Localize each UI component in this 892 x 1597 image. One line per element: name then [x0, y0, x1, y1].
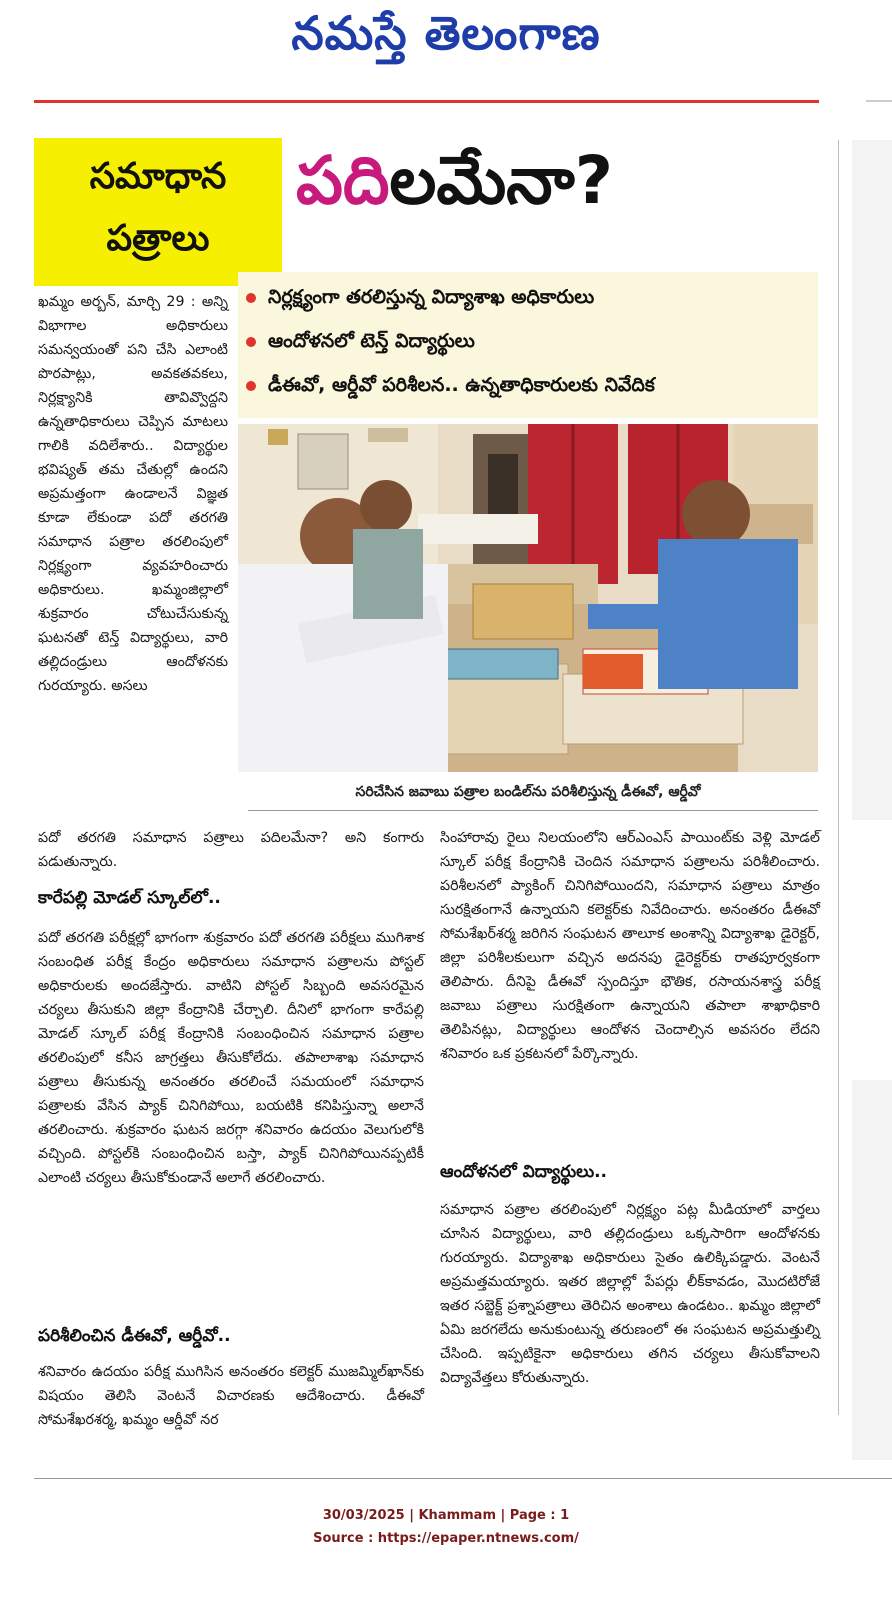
- masthead: [0, 0, 892, 100]
- footer-rule: [34, 1478, 892, 1479]
- adjacent-article-strip: [852, 140, 892, 820]
- kicker-line-2: పత్రాలు: [106, 218, 210, 259]
- lead-paragraph-top: ఖమ్మం అర్బన్‌, మార్చి 29 : అన్ని విభాగాల అధికారులు సమన్వయంతో పని చేసి ఎలాంటి పొరపాట్లు, అవకతవకలు, నిర్లక్ష్యానికి తావివ్వొద్దని ఉన్నతాధికారులు చెప్పిన మాటలు గాలికి వదిలేశారు.. విద్యార్థుల భవిష్యత్‌ తమ చేతుల్లో ఉందని అప్రమత్తంగా ఉండాలనే విజ్ఞత కూడా లేకుండా పదో తరగతి సమాధాన పత్రాల తరలింపులో నిర్లక్ష్యంగా వ్యవహరించారు అధికారులు. ఖమ్మంజిల్లాలో శుక్రవారం చోటుచేసుకున్న ఘటనతో టెన్త్‌ విద్యార్థులు, వారి తల్లిదండ్రులు ఆందోళనకు గురయ్యారు. అసలు: [38, 294, 228, 694]
- lead-paragraph-bottom: పదో తరగతి సమాధాన పత్రాలు పదిలమేనా? అని కంగారు పడుతున్నారు.: [38, 830, 424, 870]
- paragraph-inspection-continued: సింహారావు రైలు నిలయంలోని ఆర్‌ఎంఎస్‌ పాయింట్‌కు వెళ్లి మోడల్‌ స్కూల్‌ పరీక్ష కేంద్రానికి చెందిన సమాధాన పత్రాలను పరిశీలించారు. పరిశీలనలో ప్యాకింగ్‌ చినిగిపోయిందని, సమాధాన పత్రాలు మాత్రం సురక్షితంగానే ఉన్నాయని కలెక్టర్‌కు నివేదించారు. అనంతరం డీఈవో సోమశేఖర్‌శర్మ జరిగిన సంఘటన తాలూక అంశాన్ని విద్యాశాఖ డైరెక్టర్‌, జిల్లా పరిశీలకులుగా వచ్చిన అదనపు డైరెక్టర్‌కు రాతపూర్వకంగా తెలిపారు. దీనిపై డీఈవో స్పందిస్తూ భౌతిక, రసాయనశాస్త్ర పరీక్ష జవాబు పత్రాలు సురక్షితంగా ఉన్నాయని తపాలా శాఖాధికారి తెలిపినట్లు, విద్యార్థులు ఆందోళన చెందాల్సిన అవసరం లేదని శనివారం ఒక ప్రకటనలో పేర్కొన్నారు.: [440, 830, 820, 1062]
- footer-date-edition: 30/03/2025 | Khammam | Page : 1: [322, 1508, 570, 1523]
- paragraph-kareypalli: పదో తరగతి పరీక్షల్లో భాగంగా శుక్రవారం పదో తరగతి పరీక్షలు ముగిశాక సంబంధిత పరీక్ష కేంద్రం అధికారులు సమాధాన పత్రాలను పోస్టల్‌ అధికారులకు అందజేస్తారు. వాటిని పోస్టల్‌ సిబ్బంది అవసరమైన చర్యలు తీసుకుని జిల్లా కేంద్రానికి చేర్చాలి. దీనిలో భాగంగా కారేపల్లి మోడల్‌ స్కూల్‌ పరీక్ష కేంద్రానికి సంబంధించిన సమాధాన పత్రాల తరలింపులో కనీస జాగ్రత్తలు తీసుకోలేదు. తపాలాశాఖ సమాధాన పత్రాలు తీసుకున్న అనంతరం తరలించే సమయంలో సమాధాన పత్రాలకు వేసిన ప్యాక్‌ చినిగిపోయి, బయటికి కనిపిస్తున్నా అలానే తరలించారు. శుక్రవారం ఘటన జరగ్గా శనివారం ఉదయం వెలుగులోకి వచ్చింది. పోస్టల్‌కి సంబంధించిన బస్తా, ప్యాక్‌ చినిగిపోయినప్పటికీ ఎలాంటి చర్యలు తీసుకోకుండానే అలాగే తరలించారు.: [38, 930, 424, 1186]
- bullet-item: [246, 286, 594, 313]
- masthead-title: నమస్తే తెలంగాణ: [291, 6, 601, 60]
- adjacent-article-strip: [852, 1080, 892, 1460]
- bullet-text: ఆందోళనలో టెన్త్‌ విద్యార్థులు: [268, 330, 475, 352]
- subhead-kareypalli: కారేపల్లి మోడల్‌ స్కూల్‌లో..: [38, 888, 221, 908]
- adjacent-page-rule: [866, 100, 892, 102]
- news-photo: [238, 424, 818, 772]
- paragraph-students-worried: సమాధాన పత్రాల తరలింపులో నిర్లక్ష్యం పట్ల మీడియాలో వార్తలు చూసిన విద్యార్థులు, వారి తల్లిదండ్రులు ఒక్కసారిగా ఆందోళనకు గురయ్యారు. విద్యాశాఖ అధికారులు సైతం ఉలిక్కిపడ్డారు. వెంటనే అప్రమత్తమయ్యారు. ఇతర జిల్లాల్లో పేపర్లు లీక్‌కావడం, మొదటిరోజే ఇతర సబ్జెక్ట్‌ ప్రశ్నాపత్రాలు తెరిచిన అంశాలు ఉండటం.. ఖమ్మం జిల్లాలో ఏమి జరగలేదు అనుకుంటున్న తరుణంలో ఈ సంఘటన అప్రమత్తుల్ని చేసింది. ఇప్పటికైనా అధికారులు తగిన చర్యలు తీసుకోవాలని విద్యావేత్తలు కోరుతున్నారు.: [440, 1202, 820, 1386]
- bullet-dot-icon: [246, 337, 256, 347]
- office-scene-illustration: [238, 424, 818, 772]
- bullet-text: నిర్లక్ష్యంగా తరలిస్తున్న విద్యాశాఖ అధికారులు: [268, 286, 595, 308]
- subhead-inspection: పరిశీలించిన డీఈవో, ఆర్డీవో..: [38, 1326, 231, 1346]
- masthead-rule: [34, 100, 819, 103]
- photo-caption: సరిచేసిన జవాబు పత్రాల బండిల్‌ను పరిశీలిస్తున్న డీఈవో, ఆర్డీవో: [355, 784, 701, 800]
- subhead-students-worried: ఆందోళనలో విద్యార్థులు..: [440, 1162, 608, 1182]
- bullet-dot-icon: [246, 293, 256, 303]
- bullet-text: డీఈవో, ఆర్డీవో పరిశీలన.. ఉన్నతాధికారులకు నివేదిక: [268, 374, 655, 396]
- caption-rule: [248, 810, 818, 811]
- bullet-dot-icon: [246, 381, 256, 391]
- paragraph-inspection: శనివారం ఉదయం పరీక్ష ముగిసిన అనంతరం కలెక్టర్‌ ముజమ్మిల్‌ఖాన్‌కు విషయం తెలిసి వెంటనే విచారణకు ఆదేశించారు. డీఈవో సోమశేఖరశర్మ, ఖమ్మం ఆర్డీవో నర: [38, 1364, 424, 1428]
- column-divider: [838, 140, 839, 1415]
- kicker-line-1: సమాధాన: [89, 156, 227, 197]
- bullet-item: [246, 330, 475, 357]
- highlight-bullets: [238, 272, 818, 418]
- footer-source: Source : https://epaper.ntnews.com/: [313, 1531, 579, 1546]
- bullet-item: [246, 374, 655, 401]
- kicker-box: [34, 138, 282, 286]
- headline-rest: లమేనా?: [389, 142, 614, 219]
- headline-accent: పది: [296, 142, 390, 219]
- headline: [296, 142, 614, 219]
